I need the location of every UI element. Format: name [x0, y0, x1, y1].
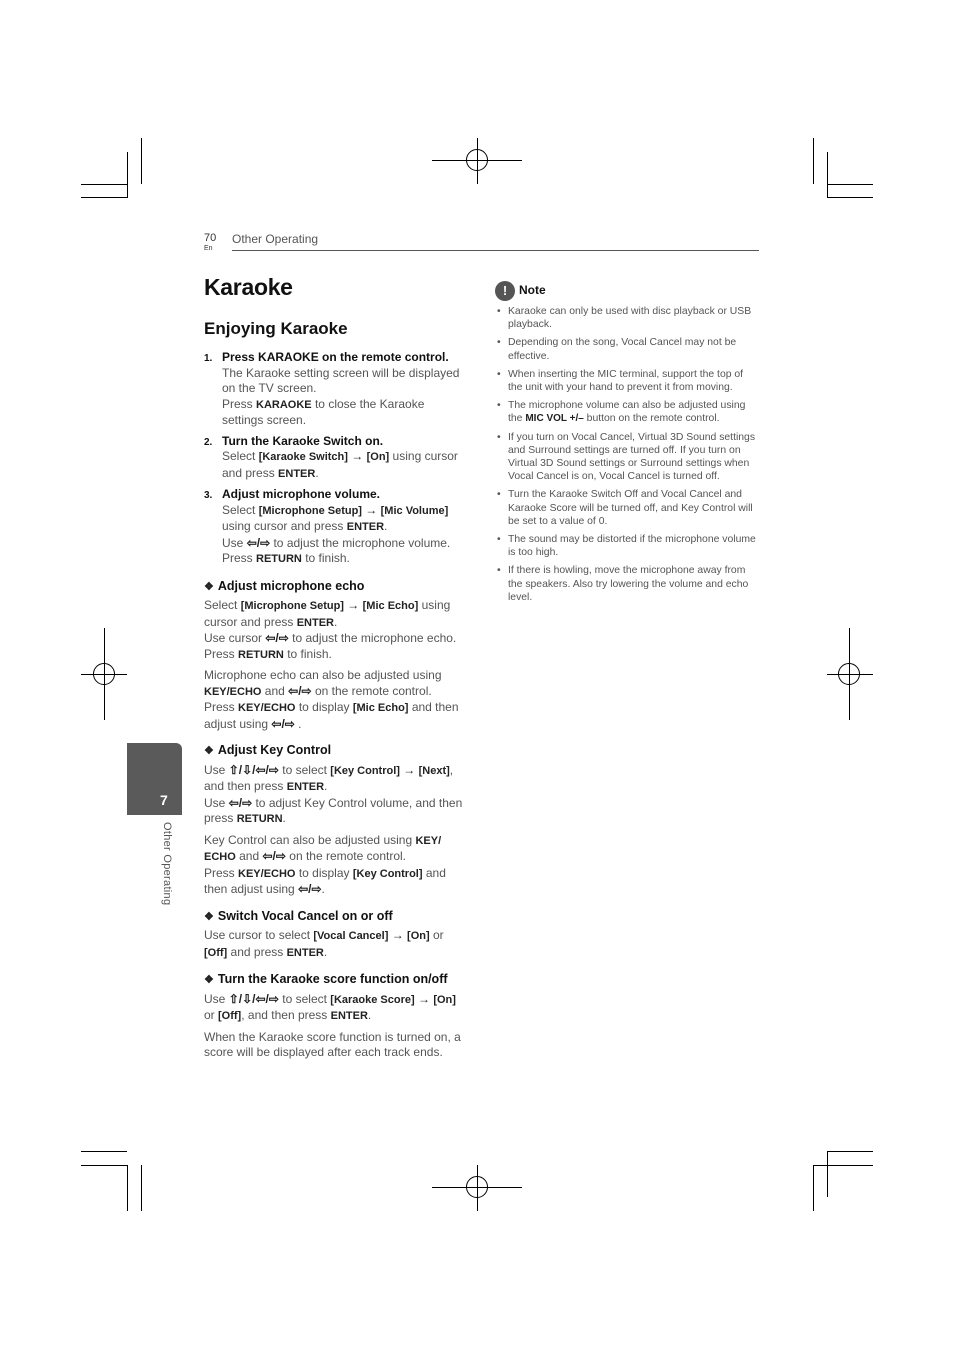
left-right-arrow-icon: ⇦/⇨ — [228, 795, 253, 810]
vocal-cancel-section — [204, 909, 468, 962]
left-right-arrow-icon: ⇦/⇨ — [271, 716, 295, 731]
subsection-title: ❖ Switch Vocal Cancel on or off — [204, 908, 393, 923]
step-number: 2. — [204, 436, 213, 448]
step-text: Select [Karaoke Switch] → [On] using cursor and press ENTER. — [222, 449, 458, 480]
step-number: 1. — [204, 353, 213, 364]
note-label: Note — [519, 283, 546, 298]
paragraph: Microphone echo can also be adjusted using KEY/ECHO and ⇦/⇨ on the remote control. Press KEY/ECHO to display [Mic Echo] and then adjust using ⇦/⇨ . — [204, 668, 459, 731]
note-list — [495, 305, 760, 604]
section-title: Enjoying Karaoke — [204, 319, 348, 338]
note-header — [495, 281, 760, 301]
step-number: 3. — [204, 490, 213, 501]
subsection-title: ❖ Adjust Key Control — [204, 743, 332, 757]
subsection-title: ❖ Turn the Karaoke score function on/off — [204, 972, 448, 986]
note-item: • Karaoke can only be used with disc playback or USB playback. — [495, 305, 760, 331]
step-text: Select [Microphone Setup] → [Mic Volume] using cursor and press ENTER. — [222, 502, 449, 533]
left-right-arrow-icon: ⇦/⇨ — [246, 535, 271, 550]
direction-arrows-icon: ⇧/⇩/⇦/⇨ — [228, 762, 279, 777]
warning-icon: ! — [495, 281, 515, 301]
step-body — [222, 449, 468, 482]
step-3 — [204, 487, 468, 568]
paragraph: Use ⇧/⇩/⇦/⇨ to select [Karaoke Score] → [On] or [Off], and then press ENTER. — [204, 991, 456, 1022]
step-text: Press KARAOKE to close the Karaoke settings screen. — [222, 396, 425, 427]
paragraph: Use ⇧/⇩/⇦/⇨ to select [Key Control] → [Next], and then press ENTER. Use ⇦/⇨ to adjust Key Control volume, and then press RETURN. — [204, 762, 463, 825]
direction-arrows-icon: ⇧/⇩/⇦/⇨ — [228, 991, 279, 1006]
note-item: • If there is howling, move the microphone away from the speakers. Also try lowering the volume and echo level. — [495, 564, 760, 604]
diamond-bullet-icon: ❖ — [204, 580, 214, 593]
left-right-arrow-icon: ⇦/⇨ — [265, 631, 289, 645]
page-title: Karaoke — [204, 274, 293, 300]
left-right-arrow-icon: ⇦/⇨ — [288, 683, 312, 698]
step-body — [222, 366, 468, 429]
step-1 — [204, 350, 468, 429]
note-item: • Turn the Karaoke Switch Off and Vocal Cancel and Karaoke Score will be turned off, and Key Control will be set to a value of 0. — [495, 488, 760, 528]
page-language: En — [204, 245, 213, 252]
step-body — [222, 503, 468, 568]
diamond-bullet-icon: ❖ — [204, 745, 214, 757]
note-item: • When inserting the MIC terminal, support the top of the unit with your hand to prevent it from moving. — [495, 368, 760, 394]
karaoke-score-section — [204, 972, 468, 1061]
step-text: Press RETURN to finish. — [222, 551, 350, 565]
paragraph: Use cursor to select [Vocal Cancel] → [On] or [Off] and press ENTER. — [204, 928, 444, 959]
paragraph: Select [Microphone Setup] → [Mic Echo] using cursor and press ENTER. Use cursor ⇦/⇨ to adjust the microphone echo. Press RETURN to finish. — [204, 598, 457, 661]
left-column — [204, 350, 468, 1061]
note-item: • If you turn on Vocal Cancel, Virtual 3D Sound settings and Surround settings are turned off. If you turn on Virtual 3D Sound settings or Surround settings when Vocal Cancel is on, Vocal Cancel is turned off. — [495, 431, 760, 484]
echo-section — [204, 579, 468, 733]
diamond-bullet-icon: ❖ — [204, 910, 214, 923]
section-header: Other Operating — [232, 232, 319, 246]
paragraph: When the Karaoke score function is turned on, a score will be displayed after each track ends. — [204, 1029, 461, 1059]
step-text: The Karaoke setting screen will be displayed on the TV screen. — [222, 365, 460, 395]
page-number: 70 — [204, 232, 217, 244]
note-item: • Depending on the song, Vocal Cancel may not be effective. — [495, 336, 760, 362]
note-box — [495, 281, 760, 609]
key-control-section — [204, 743, 468, 898]
note-item: • The microphone volume can also be adjusted using the MIC VOL +/– button on the remote control. — [495, 399, 760, 425]
step-title: Turn the Karaoke Switch on. — [222, 433, 384, 448]
paragraph: Key Control can also be adjusted using KEY/ ECHO and ⇦/⇨ on the remote control. Press KEY/ECHO to display [Key Control] and then adjust using ⇦/⇨. — [204, 832, 446, 896]
step-title: Press KARAOKE on the remote control. — [222, 350, 449, 364]
chapter-number: 7 — [160, 792, 168, 808]
note-item: • The sound may be distorted if the microphone volume is too high. — [495, 533, 760, 559]
chapter-tab — [127, 743, 182, 815]
step-title: Adjust microphone volume. — [222, 487, 381, 501]
step-text: Use ⇦/⇨ to adjust the microphone volume. — [222, 535, 451, 550]
left-right-arrow-icon: ⇦/⇨ — [298, 882, 322, 896]
chapter-label: Other Operating — [161, 822, 173, 906]
left-right-arrow-icon: ⇦/⇨ — [262, 849, 286, 863]
diamond-bullet-icon: ❖ — [204, 974, 214, 986]
subsection-title: ❖ Adjust microphone echo — [204, 578, 365, 593]
header-rule — [232, 250, 759, 251]
step-2 — [204, 434, 468, 483]
